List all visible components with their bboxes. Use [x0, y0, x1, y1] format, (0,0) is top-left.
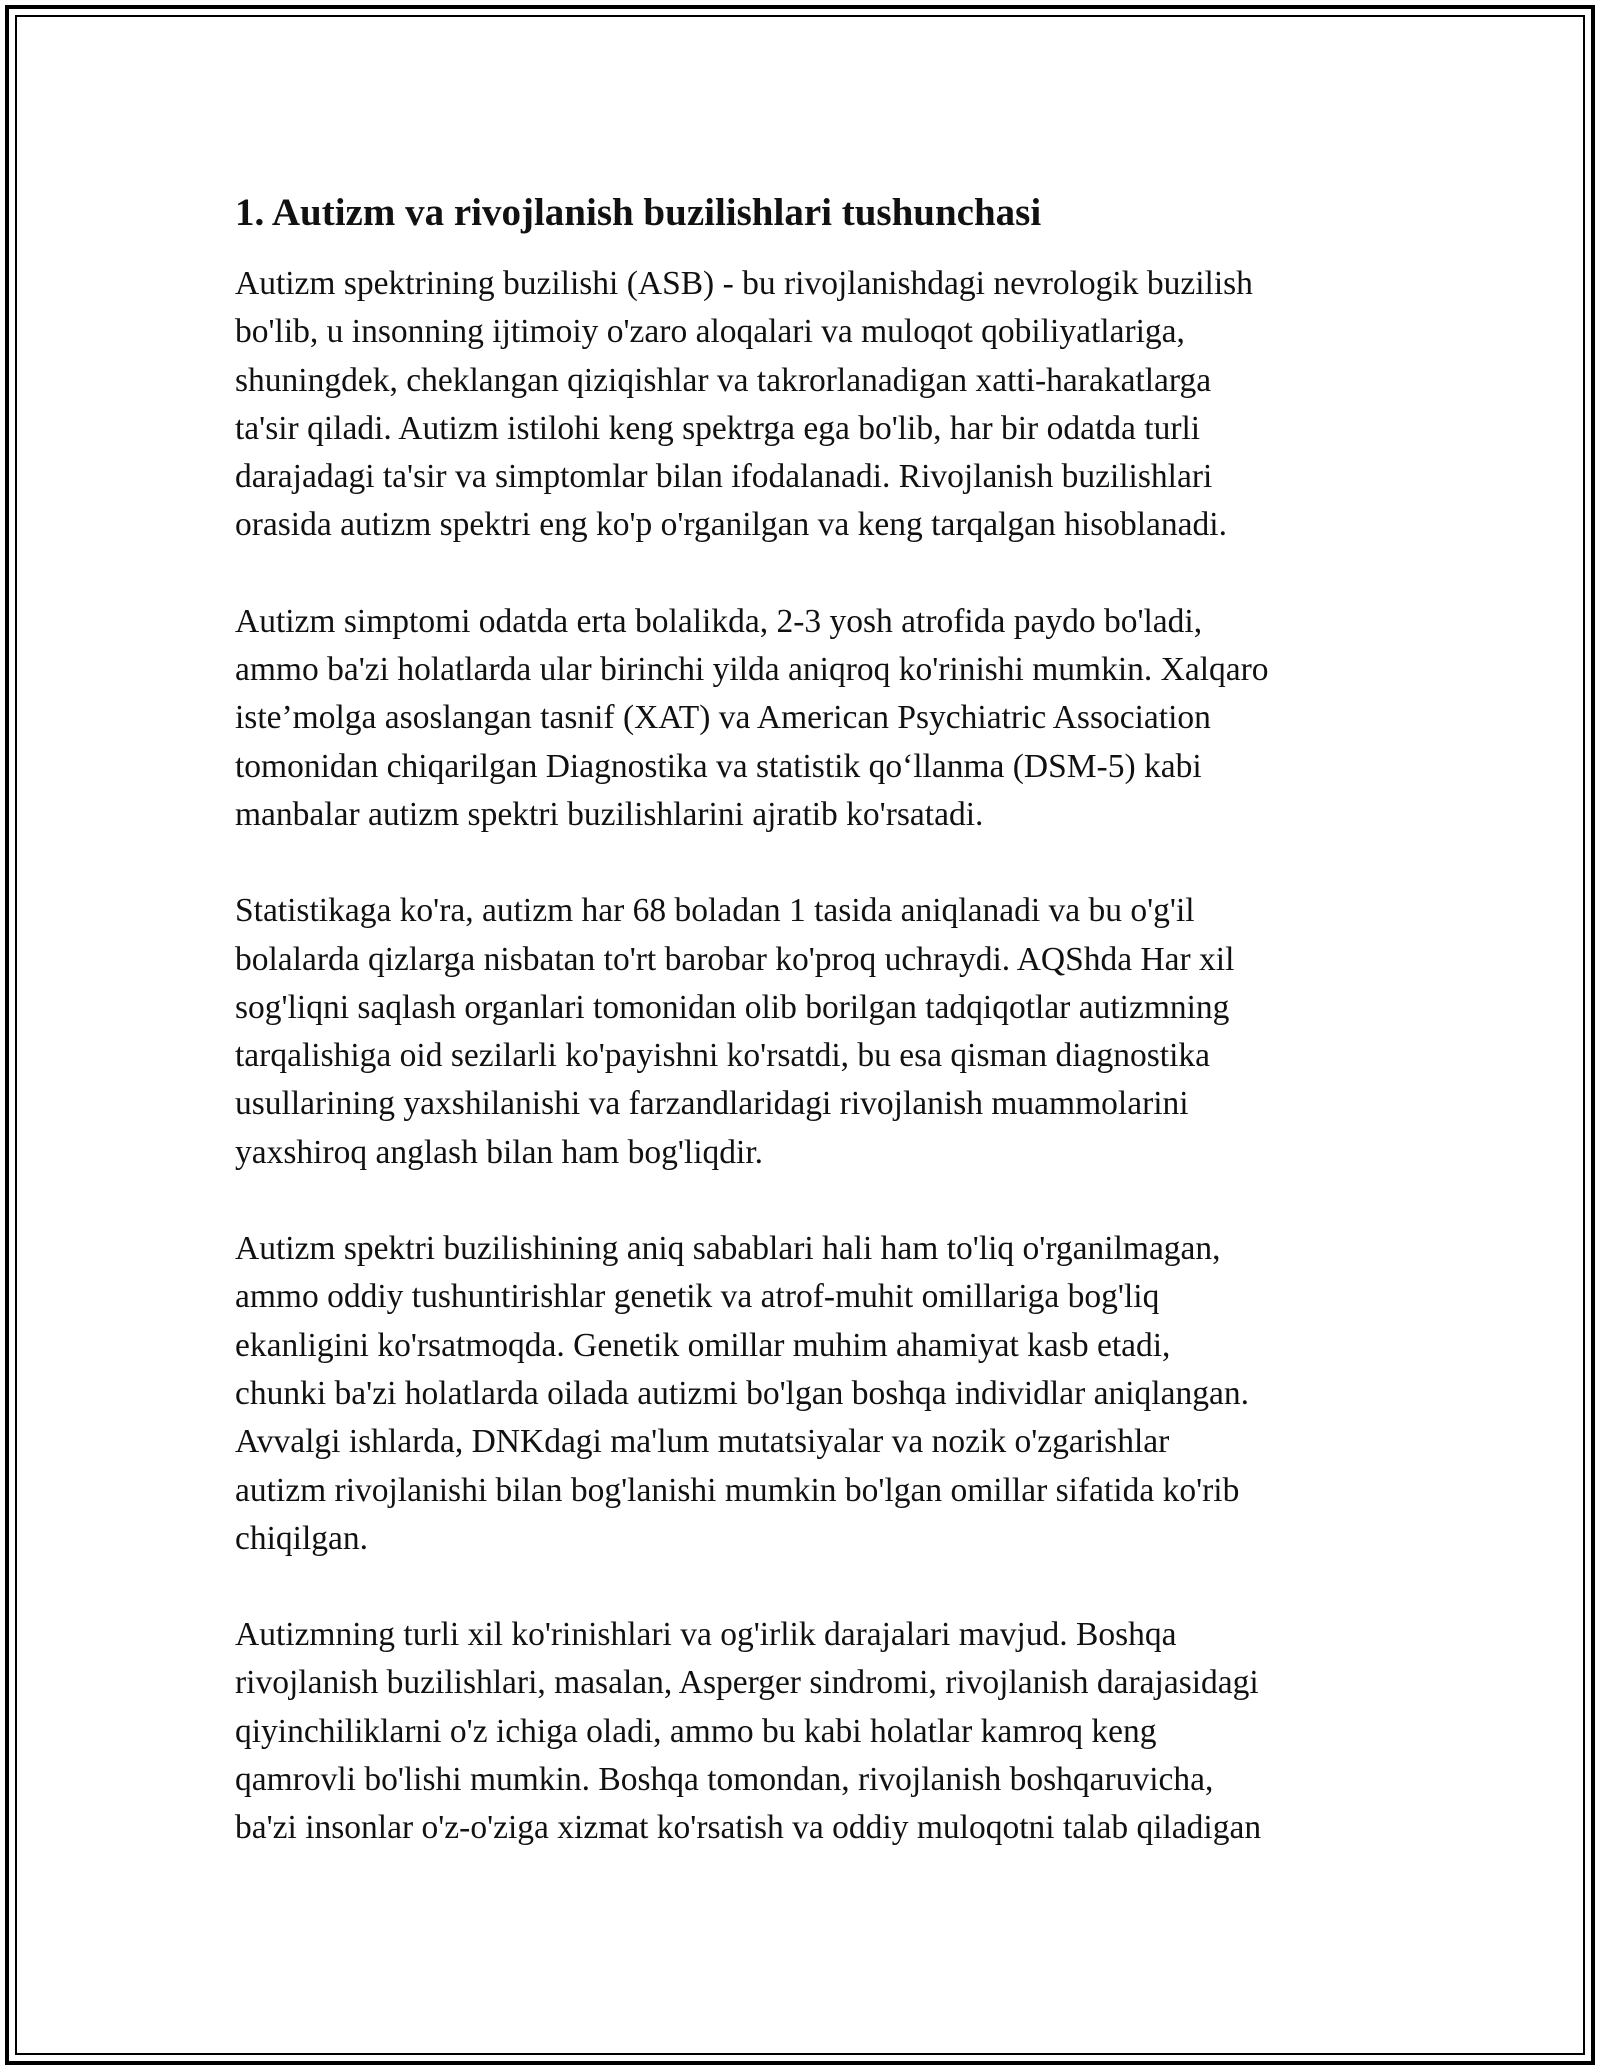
text-line: Autizm simptomi odatda erta bolalikda, 2-3 yosh atrofida paydo bo'ladi,	[235, 602, 1203, 640]
paragraph-4	[235, 1225, 1385, 1563]
text-line: Avvalgi ishlarda, DNKdagi ma'lum mutatsiyalar va nozik o'zgarishlar	[235, 1423, 1170, 1461]
text-line: chiqilgan.	[235, 1519, 369, 1557]
text-line: tarqalishiga oid sezilarli ko'payishni ko'rsatdi, bu esa qisman diagnostika	[235, 1037, 1211, 1075]
text-line: darajadagi ta'sir va simptomlar bilan ifodalanadi. Rivojlanish buzilishlari	[235, 458, 1213, 496]
text-line: usullarining yaxshilanishi va farzandlaridagi rivojlanish muammolarini	[235, 1085, 1189, 1123]
section-title: 1. Autizm va rivojlanish buzilishlari tushunchasi	[235, 191, 1042, 234]
text-line: rivojlanish buzilishlari, masalan, Asperger sindromi, rivojlanish darajasidagi	[235, 1664, 1259, 1702]
text-line: Autizm spektrining buzilishi (ASB) - bu rivojlanishdagi nevrologik buzilish	[235, 265, 1253, 302]
text-line: qamrovli bo'lishi mumkin. Boshqa tomondan, rivojlanish boshqaruvicha,	[235, 1761, 1214, 1799]
paragraph-1	[235, 260, 1385, 550]
text-line: sog'liqni saqlash organlari tomonidan olib borilgan tadqiqotlar autizmning	[235, 988, 1230, 1026]
paragraph-5	[235, 1611, 1385, 1852]
text-line: tomonidan chiqarilgan Diagnostika va statistik qo‘llanma (DSM-5) kabi	[235, 747, 1202, 785]
text-line: Autizmning turli xil ko'rinishlari va og'irlik darajalari mavjud. Boshqa	[235, 1616, 1177, 1654]
text-line: bolalarda qizlarga nisbatan to'rt barobar ko'proq uchraydi. AQShda Har xil	[235, 940, 1235, 978]
text-line: yaxshiroq anglash bilan ham bog'liqdir.	[235, 1133, 764, 1171]
text-line: qiyinchiliklarni o'z ichiga oladi, ammo bu kabi holatlar kamroq keng	[235, 1712, 1157, 1750]
text-line: orasida autizm spektri eng ko'p o'rganilgan va keng tarqalgan hisoblanadi.	[235, 506, 1227, 544]
text-line: autizm rivojlanishi bilan bog'lanishi mumkin bo'lgan omillar sifatida ko'rib	[235, 1471, 1240, 1509]
text-line: ammo oddiy tushuntirishlar genetik va atrof-muhit omillariga bog'liq	[235, 1278, 1160, 1316]
paragraph-3	[235, 887, 1385, 1177]
text-line: chunki ba'zi holatlarda oilada autizmi bo'lgan boshqa individlar aniqlangan.	[235, 1374, 1249, 1412]
paragraph-2	[235, 598, 1385, 839]
text-line: bo'lib, u insonning ijtimoiy o'zaro aloqalari va muloqot qobiliyatlariga,	[235, 313, 1185, 351]
text-line: iste’molga asoslangan tasnif (XAT) va American Psychiatric Association	[235, 699, 1211, 737]
text-line: manbalar autizm spektri buzilishlarini ajratib ko'rsatadi.	[235, 795, 984, 833]
text-line: ammo ba'zi holatlarda ular birinchi yilda aniqroq ko'rinishi mumkin. Xalqaro	[235, 651, 1269, 689]
text-line: ta'sir qiladi. Autizm istilohi keng spektrga ega bo'lib, har bir odatda turli	[235, 409, 1201, 447]
document-body	[235, 188, 1385, 1901]
text-line: Statistikaga ko'ra, autizm har 68 boladan 1 tasida aniqlanadi va bu o'g'il	[235, 892, 1195, 930]
text-line: ba'zi insonlar o'z-o'ziga xizmat ko'rsatish va oddiy muloqotni talab qiladigan	[235, 1809, 1262, 1847]
text-line: Autizm spektri buzilishining aniq sabablari hali ham to'liq o'rganilmagan,	[235, 1230, 1221, 1268]
text-line: ekanligini ko'rsatmoqda. Genetik omillar muhim ahamiyat kasb etadi,	[235, 1326, 1171, 1364]
text-line: shuningdek, cheklangan qiziqishlar va takrorlanadigan xatti-harakatlarga	[235, 361, 1212, 399]
